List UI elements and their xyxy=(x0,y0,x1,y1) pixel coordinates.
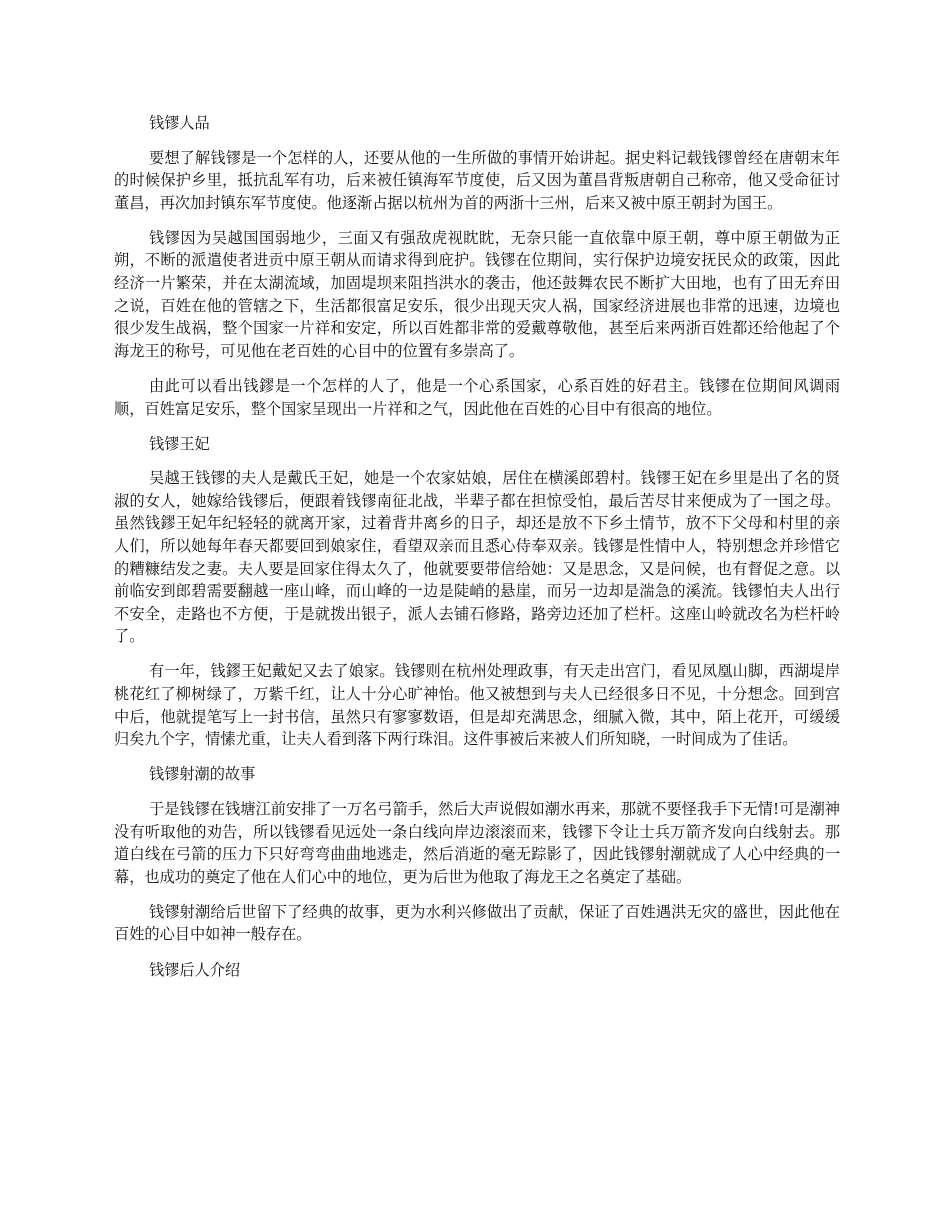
section-heading-tide-story: 钱镠射潮的故事 xyxy=(148,765,256,784)
paragraph: 由此可以看出钱鏐是一个怎样的人了，他是一个心系国家，心系百姓的好君主。钱镠在位期间风调雨顺，百姓富足安乐，整个国家呈现出一片祥和之气，因此他在百姓的心目中有很高的地位。 xyxy=(114,376,840,418)
section-heading-character: 钱镠人品 xyxy=(148,114,210,132)
paragraph: 有一年，钱鏐王妃戴妃又去了娘家。钱镠则在杭州处理政事，有天走出宫门，看见凤凰山脚，西湖堤岸桃花红了柳树绿了，万紫千红，让人十分心旷神怡。他又被想到与夫人已经很多日不见，十分想念。回到宫中后，他就提笔写上一封书信，虽然只有寥寥数语，但是却充满思念，细腻入微，其中，陌上花开，可缓缓归矣九个字，情愫尤重，让夫人看到落下两行珠泪。这件事被后来被人们所知晓，一时间成为了佳话。 xyxy=(114,662,840,749)
paragraph: 钱镠因为吴越国国弱地少，三面又有强敌虎视眈眈，无奈只能一直依靠中原王朝，尊中原王朝做为正朔，不断的派遣使者进贡中原王朝从而请求得到庇护。钱镠在位期间，实行保护边境安抚民众的政策，因此经济一片繁荣，并在太湖流域，加固堤坝来阻挡洪水的袭击，他还鼓舞农民不断扩大田地，也有了田无弃田之说，百姓在他的管辖之下，生活都很富足安乐，很少出现天灾人祸，国家经济进展也非常的迅速，边境也很少发生战祸，整个国家一片祥和安定，所以百姓都非常的爱戴尊敬他，甚至后来两浙百姓都还给他起了个海龙王的称号，可见他在老百姓的心目中的位置有多崇高了。 xyxy=(114,228,840,360)
paragraph: 吴越王钱镠的夫人是戴氏王妃，她是一个农家姑娘，居住在横溪郎碧村。钱镠王妃在乡里是出了名的贤淑的女人，她嫁给钱镠后，便跟着钱镠南征北战，半辈子都在担惊受怕，最后苦尽甘来便成为了一国之母。虽然钱鏐王妃年纪轻轻的就离开家，过着背井离乡的日子，却还是放不下乡土情节，放不下父母和村里的亲人们，所以她每年春天都要回到娘家住，看望双亲而且悉心侍奉双亲。钱镠是性情中人，特别想念并珍惜它的糟糠结发之妻。夫人要是回家住得太久了，他就要要带信给她：又是思念，又是问候，也有督促之意。以前临安到郎碧需要翻越一座山峰，而山峰的一边是陡峭的悬崖，而另一边却是湍急的溪流。钱镠怕夫人出行不安全，走路也不方便，于是就拨出银子，派人去铺石修路，路旁边还加了栏杆。这座山岭就改名为栏杆岭了。 xyxy=(114,469,840,646)
paragraph: 要想了解钱镠是一个怎样的人，还要从他的一生所做的事情开始讲起。据史料记载钱镠曾经在唐朝末年的时候保护乡里，抵抗乱军有功，后来被任镇海军节度使，后又因为董昌背叛唐朝自己称帝，他又受命征讨董昌，再次加封镇东军节度使。他逐渐占据以杭州为首的两浙十三州，后来又被中原王朝封为国王。 xyxy=(114,148,840,212)
paragraph: 于是钱镠在钱塘江前安排了一万名弓箭手，然后大声说假如潮水再来，那就不要怪我手下无情!可是潮神没有听取他的劝告，所以钱镠看见远处一条白线向岸边滚滚而来，钱镠下令让士兵万箭齐发向白线射去。那道白线在弓箭的压力下只好弯弯曲曲地逃走，然后消逝的毫无踪影了，因此钱镠射潮就成了人心中经典的一幕，也成功的奠定了他在人们心中的地位，更为后世为他取了海龙王之名奠定了基础。 xyxy=(114,799,840,886)
section-heading-descendants: 钱镠后人介绍 xyxy=(148,960,241,979)
section-heading-consort: 钱镠王妃 xyxy=(148,434,210,453)
paragraph: 钱镠射潮给后世留下了经典的故事，更为水利兴修做出了贡献，保证了百姓遇洪无灾的盛世，因此他在百姓的心目中如神一般存在。 xyxy=(114,902,840,944)
document-body xyxy=(114,112,840,993)
